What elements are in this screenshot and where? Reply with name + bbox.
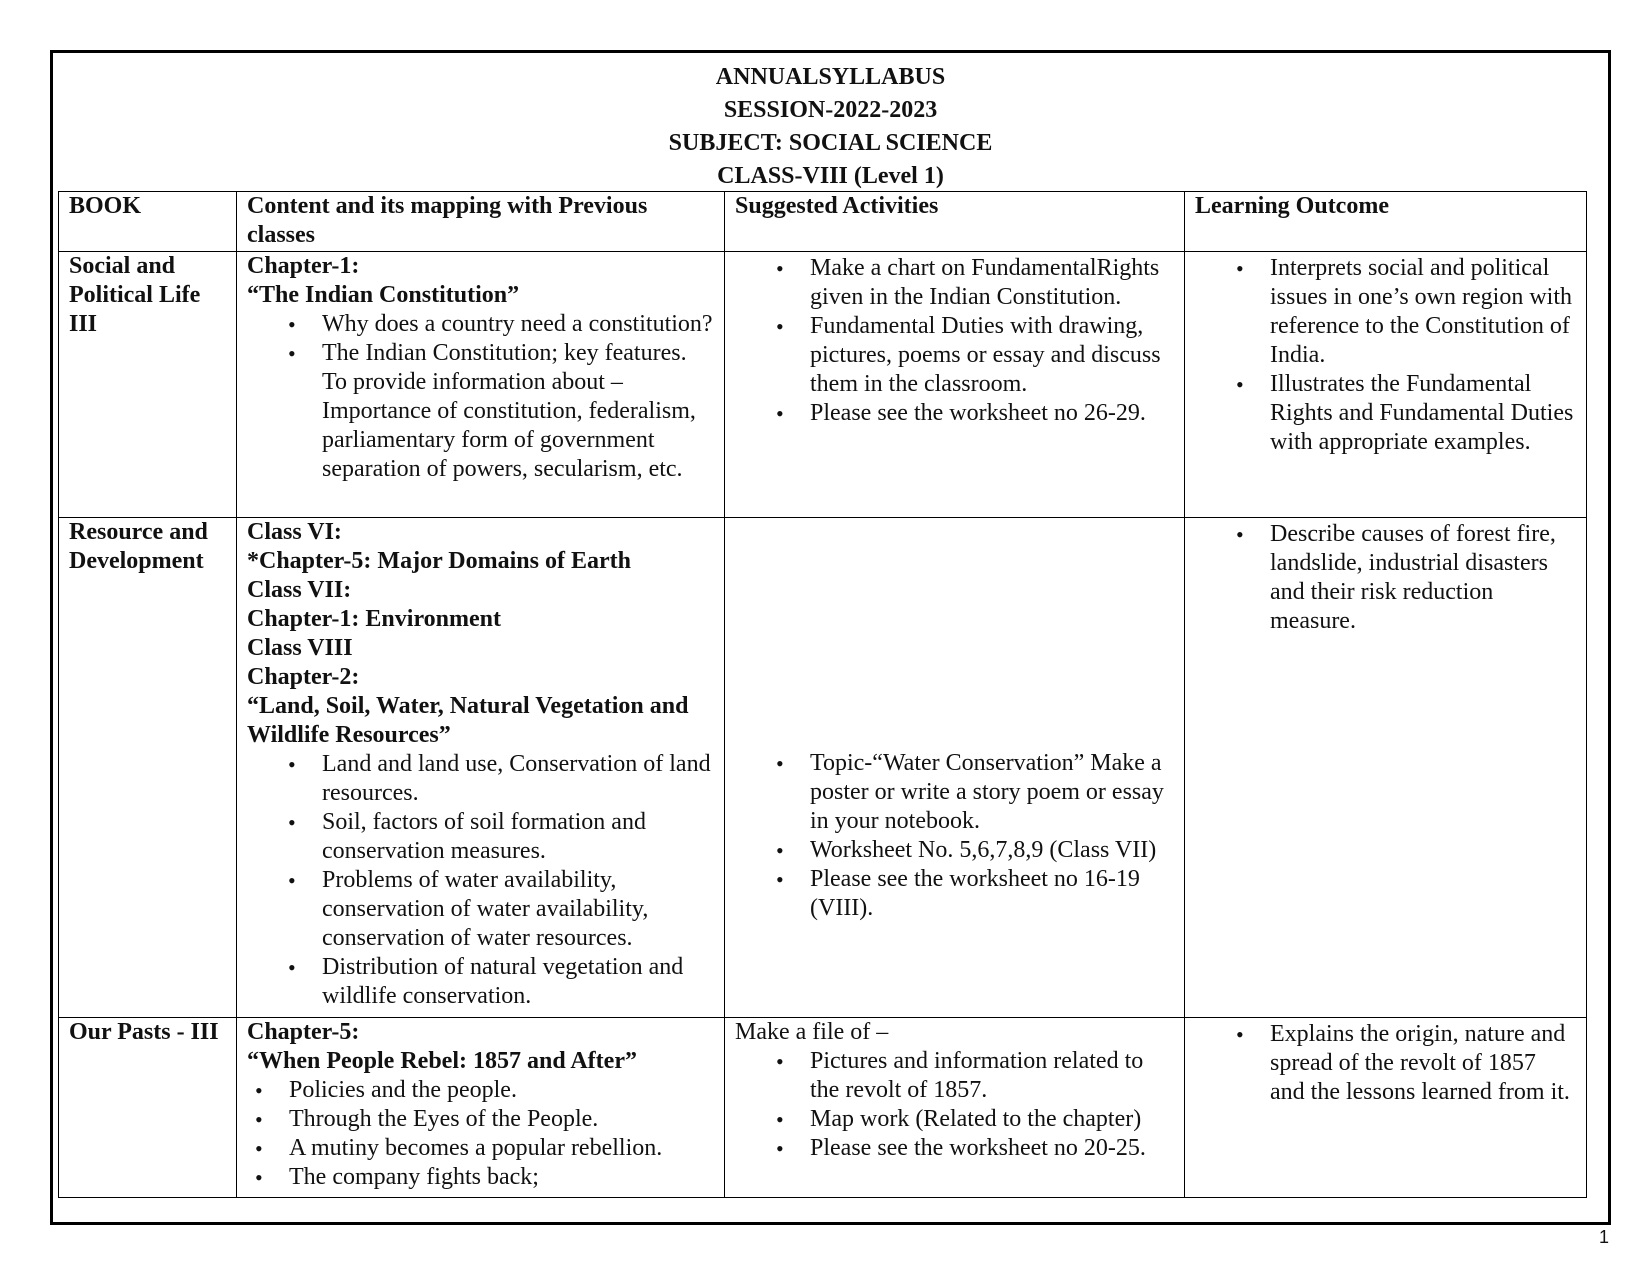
list-item: • Land and land use, Conservation of land resources. bbox=[322, 750, 714, 808]
book-cell: Our Pasts - III bbox=[59, 1018, 237, 1198]
list-item: • Policies and the people. bbox=[289, 1076, 714, 1105]
list-item: • Soil, factors of soil formation and conservation measures. bbox=[322, 808, 714, 866]
header-title: ANNUALSYLLABUS bbox=[715, 64, 946, 90]
table-row bbox=[59, 518, 1587, 1018]
list-item: • Map work (Related to the chapter) bbox=[810, 1105, 1174, 1134]
activities-cell bbox=[725, 1018, 1185, 1198]
list-item: • Interprets social and political issues in one’s own region with reference to the Constitution of India. bbox=[1270, 254, 1576, 370]
header-session: SESSION-2022-2023 bbox=[723, 97, 938, 123]
class-label: Class VI: bbox=[247, 519, 342, 545]
activities-list bbox=[735, 254, 1174, 428]
chapter-title: “Land, Soil, Water, Natural Vegetation and Wildlife Resources” bbox=[247, 693, 689, 748]
list-item: • Why does a country need a constitution? bbox=[322, 310, 714, 339]
class-label: Class VIII bbox=[247, 635, 353, 661]
outcome-list bbox=[1195, 1020, 1576, 1107]
content-cell bbox=[237, 252, 725, 518]
chapter-label: *Chapter-5: Major Domains of Earth bbox=[247, 548, 631, 574]
activities-cell bbox=[725, 518, 1185, 1018]
syllabus-table bbox=[58, 191, 1587, 1198]
outcome-list bbox=[1195, 254, 1576, 457]
book-cell: Social and Political Life III bbox=[59, 252, 237, 518]
list-item: • Problems of water availability, conservation of water availability, conservation of water resources. bbox=[322, 866, 714, 953]
book-cell: Resource and Development bbox=[59, 518, 237, 1018]
content-cell bbox=[237, 1018, 725, 1198]
header-subject: SUBJECT: SOCIAL SCIENCE bbox=[668, 130, 993, 156]
list-item: • A mutiny becomes a popular rebellion. bbox=[289, 1134, 714, 1163]
list-item: • Describe causes of forest fire, landslide, industrial disasters and their risk reduction measure. bbox=[1270, 520, 1576, 636]
class-label: Class VII: bbox=[247, 577, 352, 603]
table-row bbox=[59, 252, 1587, 518]
chapter-title: “When People Rebel: 1857 and After” bbox=[247, 1048, 637, 1074]
content-list bbox=[247, 750, 714, 1011]
list-item: • Please see the worksheet no 20-25. bbox=[810, 1134, 1174, 1163]
activities-intro: Make a file of – bbox=[735, 1019, 889, 1045]
list-item: • The Indian Constitution; key features. To provide information about – Importance of constitution, federalism, parliamentary form of government separation of powers, secularism, etc. bbox=[322, 339, 714, 484]
activities-list bbox=[735, 749, 1174, 923]
chapter-label: Chapter-2: bbox=[247, 664, 360, 690]
activities-list bbox=[735, 1047, 1174, 1163]
list-item: • Explains the origin, nature and spread of the revolt of 1857 and the lessons learned from it. bbox=[1270, 1020, 1576, 1107]
list-item: • Please see the worksheet no 16-19 (VIII). bbox=[810, 865, 1174, 923]
list-item: • Make a chart on FundamentalRights given in the Indian Constitution. bbox=[810, 254, 1174, 312]
chapter-label: Chapter-1: bbox=[247, 253, 360, 279]
chapter-label: Chapter-5: bbox=[247, 1019, 360, 1045]
col-header-activities: Suggested Activities bbox=[725, 192, 1185, 252]
page-number: 1 bbox=[1598, 1227, 1609, 1247]
list-item: • Fundamental Duties with drawing, pictures, poems or essay and discuss them in the classroom. bbox=[810, 312, 1174, 399]
document-header bbox=[53, 61, 1608, 193]
activities-cell bbox=[725, 252, 1185, 518]
list-item: • Through the Eyes of the People. bbox=[289, 1105, 714, 1134]
chapter-title: “The Indian Constitution” bbox=[247, 282, 520, 308]
header-class: CLASS-VIII (Level 1) bbox=[717, 163, 944, 189]
table-header-row bbox=[59, 192, 1587, 252]
list-item: • Topic-“Water Conservation” Make a poster or write a story poem or essay in your notebook. bbox=[810, 749, 1174, 836]
outcome-list bbox=[1195, 520, 1576, 636]
col-header-book: BOOK bbox=[59, 192, 237, 252]
chapter-label: Chapter-1: Environment bbox=[247, 606, 501, 632]
content-cell bbox=[237, 518, 725, 1018]
list-item: • Distribution of natural vegetation and wildlife conservation. bbox=[322, 953, 714, 1011]
list-item: • Please see the worksheet no 26-29. bbox=[810, 399, 1174, 428]
outcome-cell bbox=[1185, 1018, 1587, 1198]
outcome-cell bbox=[1185, 518, 1587, 1018]
table-row bbox=[59, 1018, 1587, 1198]
col-header-content: Content and its mapping with Previous classes bbox=[237, 192, 725, 252]
outcome-cell bbox=[1185, 252, 1587, 518]
content-list bbox=[247, 1076, 714, 1192]
list-item: • Worksheet No. 5,6,7,8,9 (Class VII) bbox=[810, 836, 1174, 865]
list-item: • The company fights back; bbox=[289, 1163, 714, 1192]
list-item: • Illustrates the Fundamental Rights and Fundamental Duties with appropriate examples. bbox=[1270, 370, 1576, 457]
col-header-outcome: Learning Outcome bbox=[1185, 192, 1587, 252]
content-list bbox=[247, 310, 714, 484]
list-item: • Pictures and information related to the revolt of 1857. bbox=[810, 1047, 1174, 1105]
